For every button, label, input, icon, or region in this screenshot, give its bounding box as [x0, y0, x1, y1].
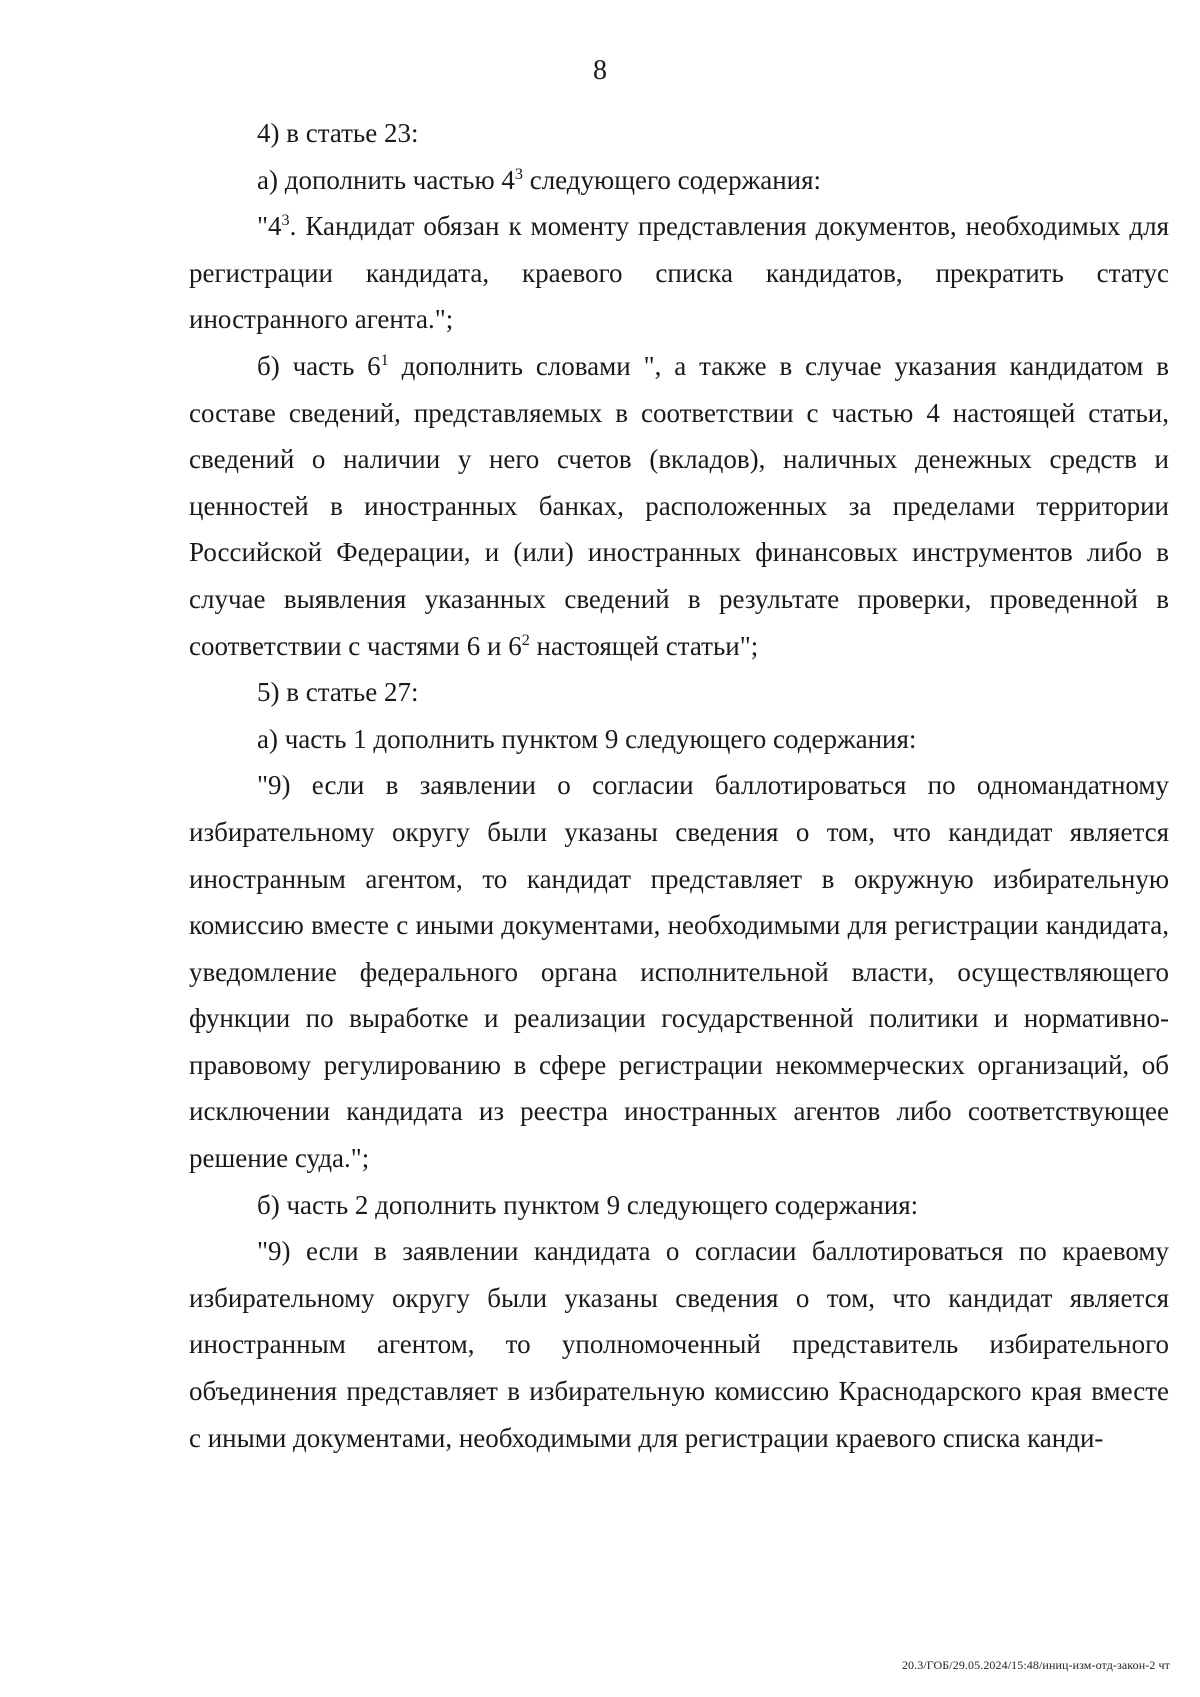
- text-segment: . Кандидат обязан к моменту представления документов, необходимых для регистрации кандидата, краевого списка кандидатов, прекратить статус иностранного агента.";: [189, 211, 1169, 335]
- superscript: 3: [514, 164, 523, 183]
- paragraph-2: [189, 157, 1169, 204]
- text-segment: дополнить словами ", а также в случае указания кандидатом в составе сведений, представляемых в соответствии с частью 4 настоящей статьи, сведений о наличии у него счетов (вкладов), наличных денежных средств и ценностей в иностранных банках, расположенных за пределами территории Российской Федерации, и (или) иностранных финансовых инструментов либо в случае выявления указанных сведений в результате проверки, проведенной в соответствии с частями 6 и 6: [189, 350, 1170, 661]
- text-segment: настоящей статьи";: [529, 630, 759, 661]
- text-segment: "9) если в заявлении кандидата о согласии баллотироваться по краевому избирательному округу были указаны сведения о том, что кандидат является иностранным агентом, то уполномоченный представитель избирательного объединения представляет в избирательную комиссию Краснодарского края вместе с иными документами, необходимыми для регистрации краевого списка канди-: [189, 1236, 1169, 1453]
- paragraph-5: [189, 669, 1169, 716]
- text-segment: 4) в статье 23:: [257, 118, 419, 148]
- footer-stamp: 20.3/ГОБ/29.05.2024/15:48/иниц-изм-отд-закон-2 чт: [901, 1658, 1170, 1672]
- text-segment: "9) если в заявлении о согласии баллотироваться по одномандатному избирательному округу были указаны сведения о том, что кандидат является иностранным агентом, то кандидат представляет в окружную избирательную комиссию вместе с иными документами, необходимыми для регистрации кандидата, уведомление федерального органа исполнительной власти, осуществляющего функции по выработке и реализации государственной политики и нормативно-правовому регулированию в сфере регистрации некоммерческих организаций, об исключении кандидата из реестра иностранных агентов либо соответствующее решение суда.";: [189, 770, 1169, 1174]
- paragraph-4: [189, 343, 1169, 669]
- text-segment: б) часть 2 дополнить пунктом 9 следующего содержания:: [257, 1189, 919, 1220]
- paragraph-8: [189, 1182, 1169, 1229]
- superscript: 2: [521, 630, 530, 649]
- superscript: 1: [380, 350, 389, 369]
- text-segment: б) часть 6: [257, 350, 381, 381]
- paragraph-3: [189, 203, 1169, 343]
- text-segment: а) часть 1 дополнить пунктом 9 следующего содержания:: [257, 723, 917, 754]
- text-segment: а) дополнить частью 4: [257, 164, 515, 195]
- paragraph-1: [189, 110, 1169, 157]
- page-number: 8: [593, 55, 607, 86]
- text-segment: "4: [257, 211, 282, 242]
- paragraph-6: [189, 716, 1169, 763]
- paragraph-9: [189, 1228, 1169, 1461]
- document-body: [189, 110, 1169, 1461]
- superscript: 3: [281, 211, 290, 230]
- text-segment: 5) в статье 27:: [257, 677, 419, 708]
- paragraph-7: [189, 762, 1169, 1181]
- text-segment: следующего содержания:: [522, 164, 822, 195]
